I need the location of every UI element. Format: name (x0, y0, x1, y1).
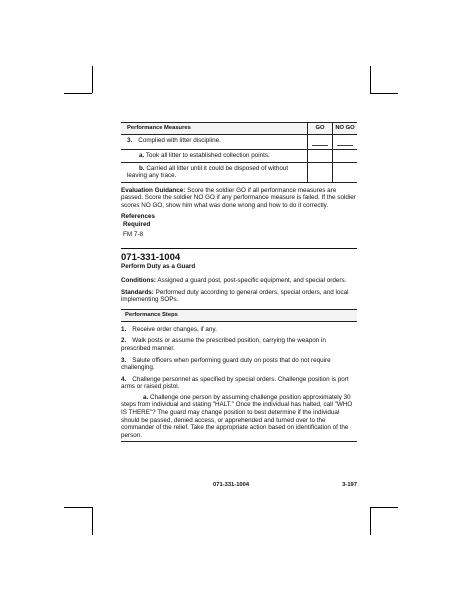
page-content (121, 122, 357, 442)
evaluation-guidance-label: Evaluation Guidance: (121, 186, 186, 194)
measure-text: Complied with litter discipline. (138, 137, 221, 144)
task-title: Perform Duty as a Guard (121, 263, 196, 271)
task-number: 071-331-1004 (121, 252, 181, 264)
header-no-go: NO GO (332, 123, 357, 134)
performance-step (121, 357, 357, 372)
header-performance-measures: Performance Measures (127, 124, 191, 131)
conditions-label: Conditions: (121, 276, 156, 284)
step-text: Receive order changes, if any. (132, 325, 217, 333)
performance-step (121, 326, 357, 334)
step-number: 2. (121, 337, 127, 345)
table-row (121, 135, 357, 149)
evaluation-guidance (121, 187, 357, 210)
footer-task-number: 071-331-1004 (213, 482, 250, 488)
step-number: 4. (121, 375, 127, 383)
table-row (121, 162, 357, 182)
page-number: 3-197 (342, 482, 357, 488)
standards-label: Standards: (121, 288, 154, 296)
step-number: 1. (121, 325, 127, 333)
step-text: Challenge personnel as specified by special orders. Challenge position is port arms or raised pistol. (121, 375, 349, 391)
substep-text: Challenge one person by assuming challenge position approximately 30 steps from individual and stating "HALT." Once the individual has halted, call "WHO IS THERE"? The guard may change position to best determine if the individual should be passed, denied access, or apprehended and turned over to the commander of the relief. Take the appropriate action based on identification of the person. (121, 393, 353, 439)
crop-mark-top-right-horizontal (370, 93, 398, 94)
crop-mark-bottom-right-horizontal (370, 507, 398, 508)
performance-steps-header: Performance Steps (121, 309, 357, 322)
step-text: Walk posts or assume the prescribed position, carrying the weapon in prescribed manner. (121, 337, 326, 352)
crop-mark-top-left-vertical (92, 66, 93, 93)
references-item: FM 7-8 (123, 230, 143, 238)
evaluation-guidance-text: Score the soldier GO if all performance measures are passed. Score the soldier NO GO if any performance measure is failed. If the soldier scores NO GO, show him what was done wrong and how to do it correctly. (121, 186, 356, 209)
go-blank (307, 135, 332, 149)
header-go: GO (307, 123, 332, 134)
standards (121, 289, 357, 304)
substep-letter: a. (143, 393, 149, 401)
references-required: Required (123, 221, 151, 229)
no-go-blank (332, 135, 357, 149)
section-end-rule (121, 441, 357, 442)
performance-step (121, 337, 357, 352)
task-divider (121, 248, 357, 249)
conditions-text: Assigned a guard post, post-specific equipment, and special orders. (157, 276, 347, 284)
table-row (121, 149, 357, 162)
measure-text: Took all litter to established collection points. (145, 152, 270, 159)
crop-mark-bottom-left-vertical (92, 507, 93, 535)
measure-letter: b. (139, 164, 145, 172)
performance-step (121, 376, 357, 391)
crop-mark-bottom-left-horizontal (64, 507, 92, 508)
performance-measures-table (121, 122, 357, 183)
measure-text: Carried all litter until it could be disposed of without leaving any trace. (127, 164, 289, 180)
performance-measures-header (121, 123, 357, 135)
conditions (121, 277, 357, 285)
measure-letter: a. (139, 152, 145, 159)
crop-mark-top-left-horizontal (64, 93, 92, 94)
performance-substep (121, 394, 357, 440)
standards-text: Performed duty according to general orders, special orders, and local implementing SOPs. (121, 288, 349, 304)
references-heading: References (121, 212, 155, 220)
crop-mark-bottom-right-vertical (370, 507, 371, 535)
crop-mark-top-right-vertical (370, 66, 371, 93)
step-number: 3. (121, 356, 127, 364)
step-text: Salute officers when performing guard duty on posts that do not require challenging. (121, 356, 331, 372)
measure-number: 3. (127, 137, 133, 144)
